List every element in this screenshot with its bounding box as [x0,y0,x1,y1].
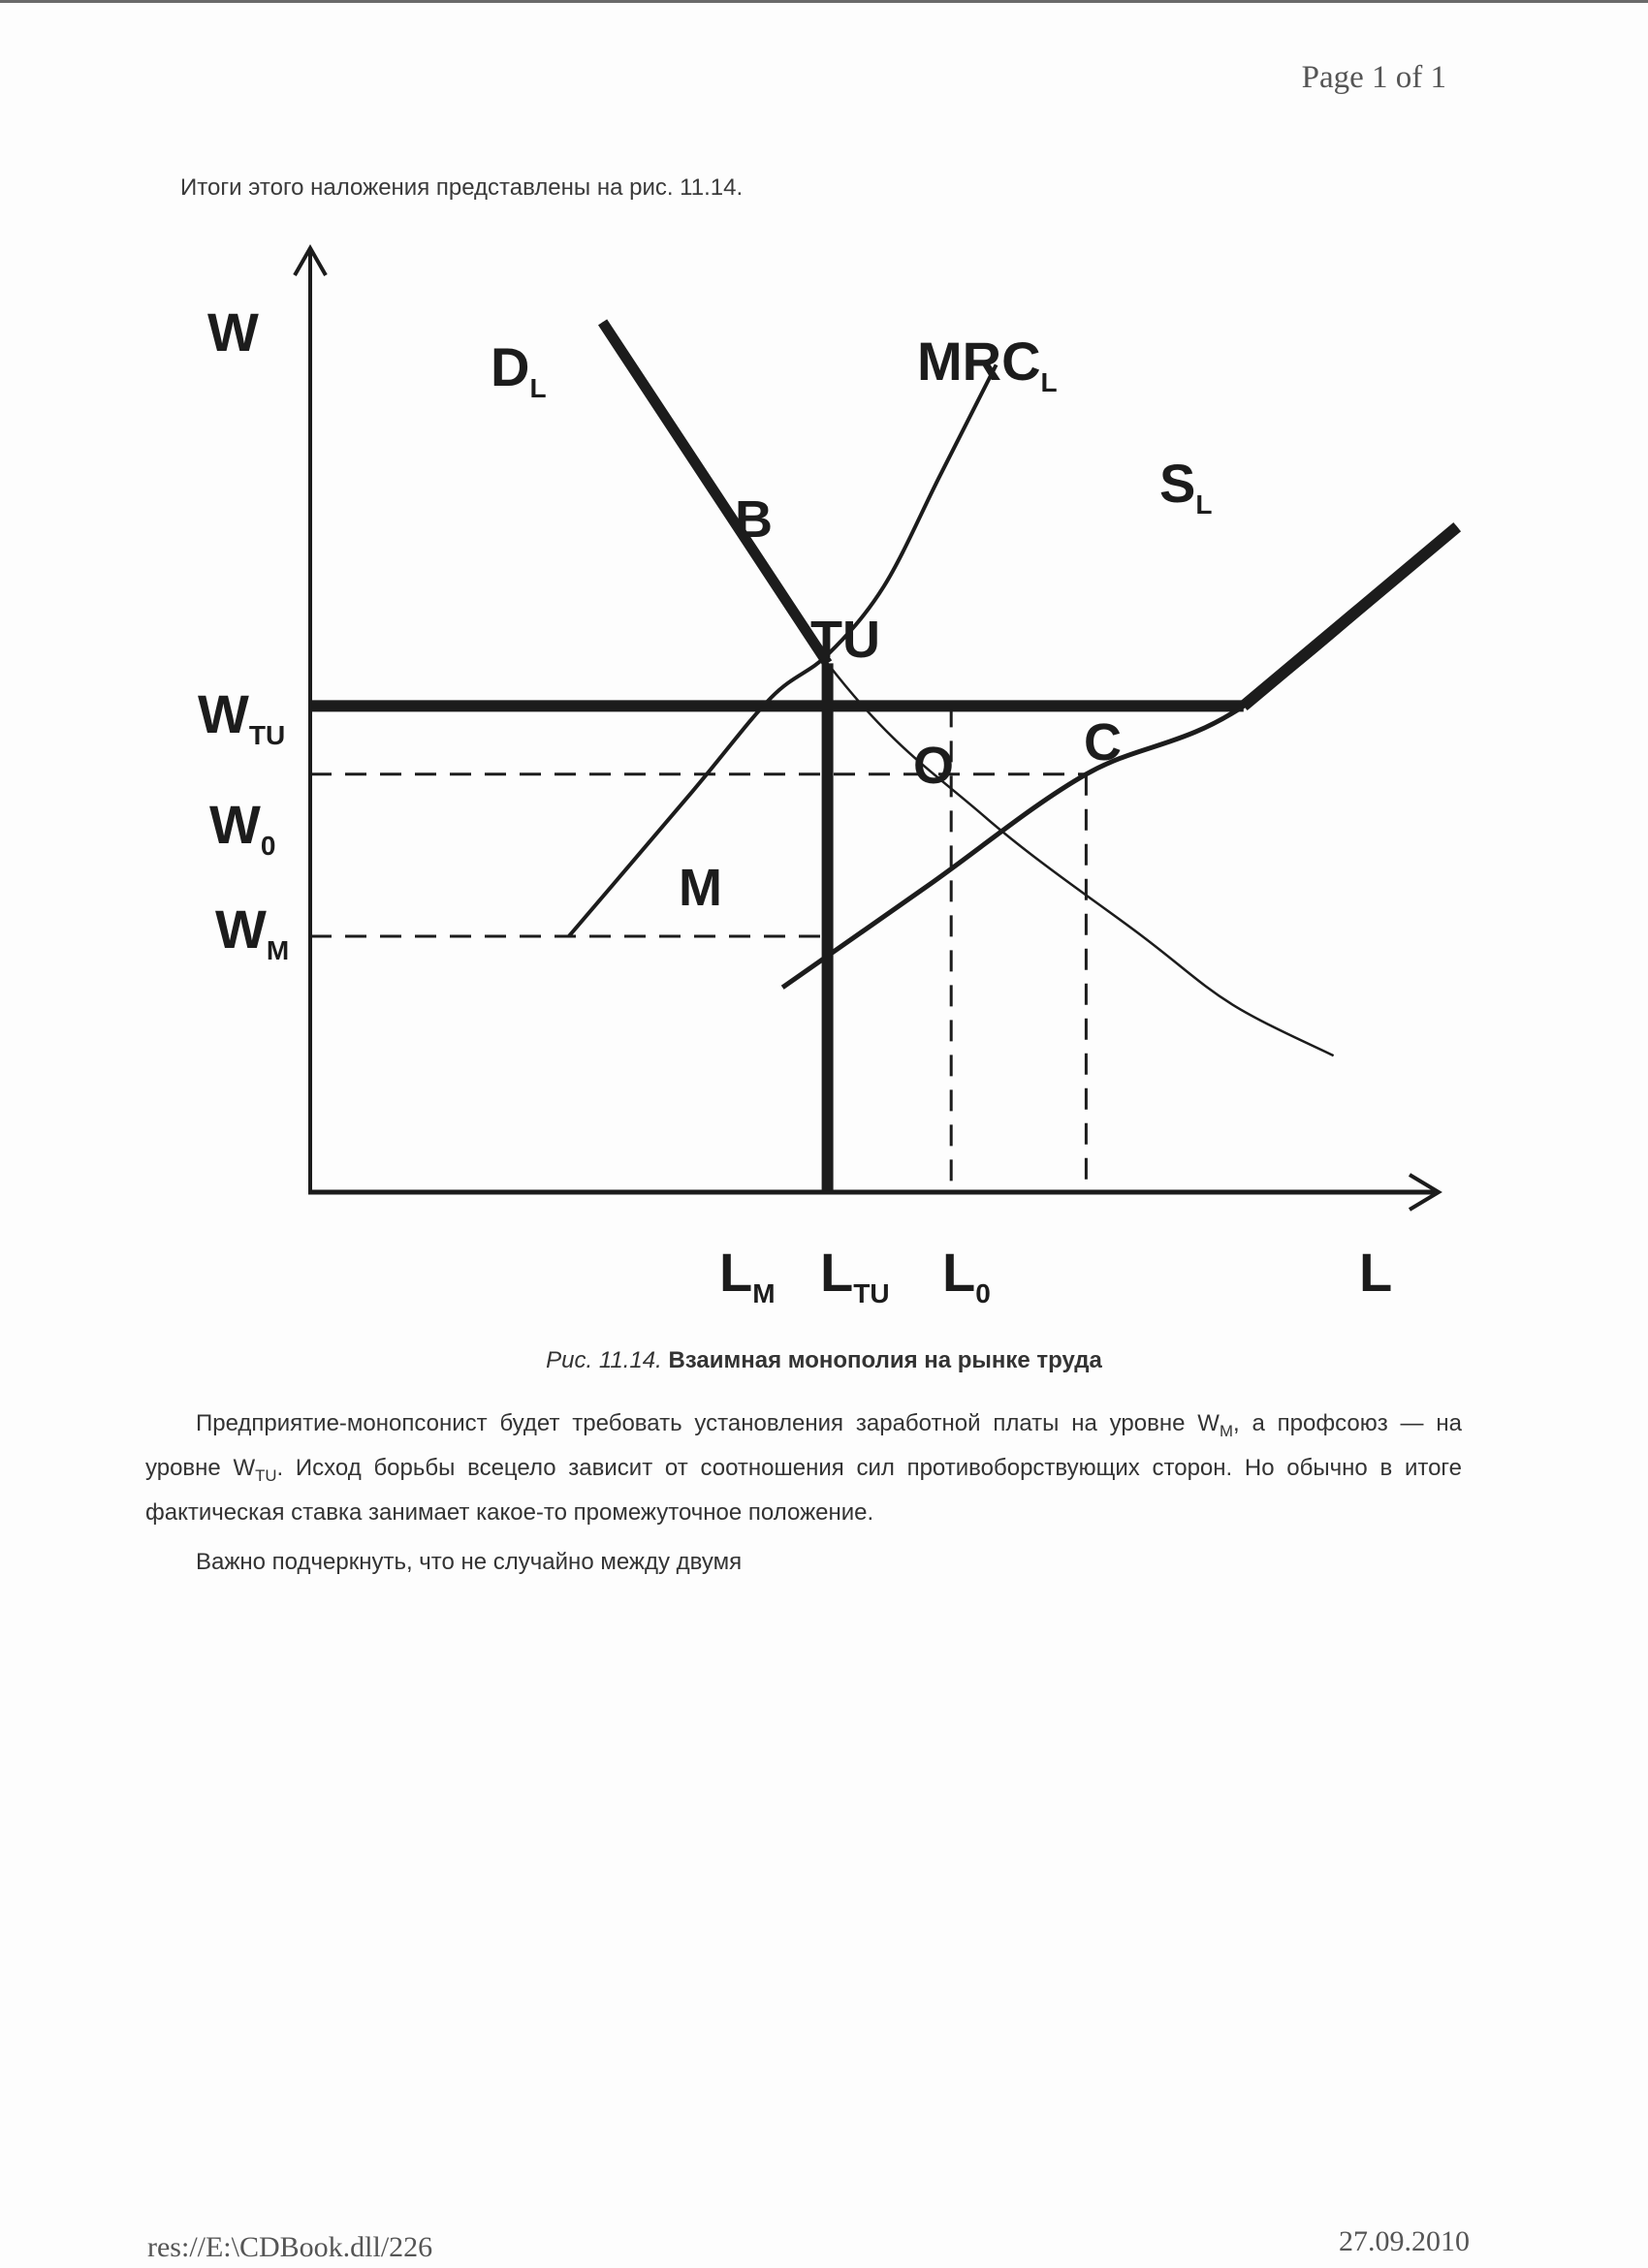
demand-curve [603,322,1334,1055]
x-tick-label-lm: $L_M$ [719,1242,776,1308]
figure-caption [0,1347,1648,1374]
point-label-tu: TU [810,611,880,669]
demand-curve-label: $D_L$ [491,336,547,403]
page-number: Page 1 of 1 [1301,60,1446,95]
supply-curve-label: $S_L$ [1159,453,1213,520]
point-label-c: C [1084,713,1122,772]
x-axis-label: L [1359,1242,1393,1303]
paragraph-text: Предприятие-монопсонист будет требовать установления заработной платы на уровне W [196,1410,1220,1436]
intro-text: Итоги этого наложения представлены на рис. 11.14. [180,174,744,201]
y-tick-label-w0: $W_0$ [209,794,276,861]
body-paragraph [145,1405,1462,1531]
figure-title: Взаимная монополия на рынке труда [668,1347,1102,1373]
demand-curve-bold-segment [603,322,828,663]
point-label-m: M [679,859,722,917]
x-tick-label-l0: $L_0$ [942,1242,991,1308]
body-paragraph-continued: Важно подчеркнуть, что не случайно между двумя [196,1549,743,1575]
supply-curve-bold-segment [1244,527,1457,707]
point-label-b: B [735,490,773,549]
mrc-curve [569,364,997,936]
paragraph-text: , а профсоюз — на уровне W [145,1410,1462,1481]
paragraph-text: . Исход борьбы всецело зависит от соотношения сил противоборствующих сторон. Но обычно в итоге фактическая ставка занимает какое-то промежуточное положение. [145,1455,1462,1526]
figure-number: Рис. 11.14. [546,1347,662,1373]
footer-date: 27.09.2010 [1339,2225,1470,2257]
subscript-tu: TU [255,1466,277,1485]
subscript-m: M [1219,1422,1233,1440]
y-tick-label-wtu: $W_{TU}$ [198,683,286,750]
y-tick-label-wm: $W_M$ [215,898,290,965]
mrc-curve-label: $MRC_L$ [917,331,1058,397]
point-label-o: O [913,737,955,795]
y-axis-label: W [207,301,259,362]
x-tick-label-ltu: $L_{TU}$ [820,1242,890,1308]
footer-source: res://E:\CDBook.dll/226 [147,2231,433,2263]
